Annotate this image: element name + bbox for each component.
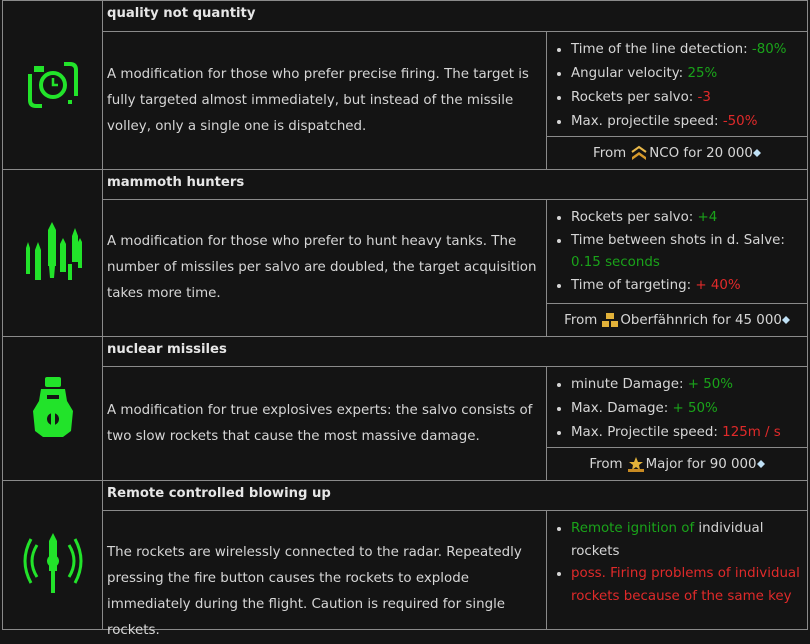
mod-2-stats (546, 199, 808, 304)
mod-3-description (102, 366, 547, 481)
mod-2-price: From Oberfähnrich for 45 000 (546, 303, 808, 337)
mod-2-title: mammoth hunters (102, 169, 808, 200)
mod-3-stats (546, 366, 808, 448)
mod-2-stat: • Time of targeting: + 40% (571, 275, 803, 298)
missile-swarm-icon (22, 222, 84, 284)
mod-1-stat: • Time of the line detection: -80% (571, 38, 803, 62)
mod-1-stat: • Rockets per salvo: -3 (571, 86, 803, 110)
target-camera-icon (26, 60, 80, 110)
mod-1-title: quality not quantity (102, 0, 808, 32)
mod-1-price: From NCO for 20 000 (546, 136, 808, 170)
major-rank-icon (627, 456, 645, 472)
mod-1-icon-cell (2, 0, 103, 170)
mod-3-title: nuclear missiles (102, 336, 808, 367)
mod-1-description (102, 31, 547, 170)
currency-gem-icon (753, 149, 761, 157)
mod-4-icon-cell (2, 480, 103, 630)
oberfahnrich-rank-icon (601, 312, 619, 328)
mod-3-price: From Major for 90 000 (546, 447, 808, 481)
mod-2-description (102, 199, 547, 337)
currency-gem-icon (782, 316, 790, 324)
mod-3-icon-cell (2, 336, 103, 481)
mod-4-title: Remote controlled blowing up (102, 480, 808, 511)
mod-1-stats (546, 31, 808, 137)
mod-4-stats (546, 510, 808, 630)
mod-2-description-text: A modification for those who prefer to hunt heavy tanks. The number of missiles per salvo are doubled, the target acquisition takes more time. (107, 234, 537, 301)
mod-1-stat: • Angular velocity: 25% (571, 62, 803, 86)
mod-2-icon-cell (2, 169, 103, 337)
mod-2-stat: • Rockets per salvo: +4 (571, 207, 803, 230)
nuclear-missile-icon (33, 377, 73, 441)
mod-3-stat: • Max. Damage: + 50% (571, 397, 803, 421)
mod-4-stat: • poss. Firing problems of individual rockets because of the same key (571, 563, 803, 608)
mod-4-description (102, 510, 547, 638)
mod-1-stat: • Max. projectile speed: -50% (571, 110, 803, 134)
nco-rank-icon (630, 145, 648, 161)
mod-3-stat: • minute Damage: + 50% (571, 373, 803, 397)
mod-3-description-text: A modification for true explosives experts: the salvo consists of two slow rockets that cause the most massive damage. (107, 402, 533, 444)
mod-1-description-text: A modification for those who prefer precise firing. The target is fully targeted almost immediately, but instead of the missile volley, only a single one is dispatched. (107, 66, 529, 134)
remote-detonation-icon (23, 531, 83, 595)
mod-3-stat: • Max. Projectile speed: 125m / s (571, 421, 803, 445)
mod-2-stat: • Time between shots in d. Salve: 0.15 seconds (571, 230, 803, 275)
currency-gem-icon (757, 460, 765, 468)
mod-4-description-text: The rockets are wirelessly connected to the radar. Repeatedly pressing the fire button causes the rockets to explode immediately during the flight. Caution is required for single rockets. (107, 545, 522, 638)
mod-4-stat: • Remote ignition of individual rockets (571, 518, 803, 563)
